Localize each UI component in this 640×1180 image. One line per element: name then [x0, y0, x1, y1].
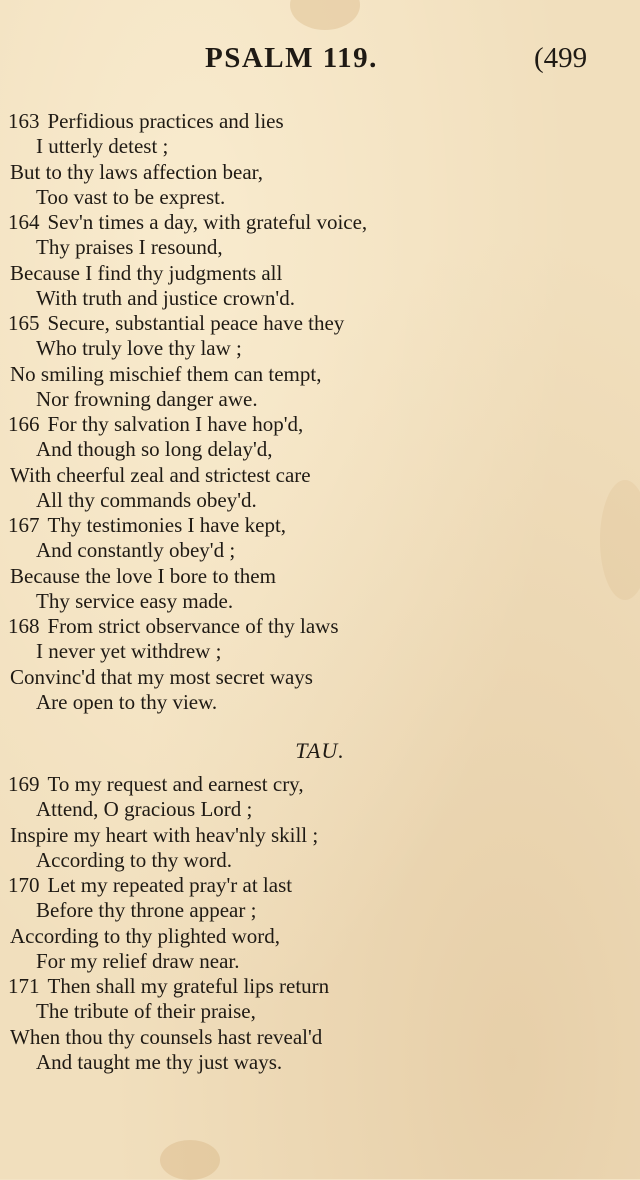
verse-line: Before thy throne appear ; [36, 898, 257, 923]
verse-line: When thou thy counsels hast reveal'd [10, 1024, 323, 1049]
verse-line: Nor frowning danger awe. [36, 386, 258, 411]
stanza-166 [0, 412, 640, 513]
verse-line: And taught me thy just ways. [36, 1049, 283, 1074]
verse-line: The tribute of their praise, [36, 999, 256, 1024]
verse-number: 171 [8, 974, 40, 998]
stanza-170 [0, 873, 640, 974]
verse-text: For thy salvation I have hop'd, [47, 412, 304, 436]
paper-stain [160, 1140, 220, 1180]
verse-text: Sev'n times a day, with grateful voice, [47, 210, 368, 234]
verse-text: Perfidious practices and lies [47, 109, 284, 133]
stanza-165 [0, 311, 640, 412]
stanza-163 [0, 109, 640, 210]
verse-number: 165 [8, 311, 40, 335]
verse-line: And constantly obey'd ; [36, 538, 236, 563]
verse-number: 170 [8, 873, 40, 897]
verse-line: Because the love I bore to them [10, 563, 276, 588]
verse-line [0, 412, 640, 437]
verse-line: Too vast to be exprest. [36, 184, 226, 209]
verse-line: According to thy plighted word, [10, 923, 281, 948]
verse-line: Thy praises I resound, [36, 235, 223, 260]
verse-line: With cheerful zeal and strictest care [10, 462, 311, 487]
verse-text: Let my repeated pray'r at last [47, 873, 293, 897]
verse-number: 163 [8, 109, 40, 133]
verse-line: Are open to thy view. [36, 689, 218, 714]
verse-text: To my request and earnest cry, [47, 772, 304, 796]
verse-number: 164 [8, 210, 40, 234]
verse-line [0, 614, 640, 639]
verse-line: According to thy word. [36, 847, 232, 872]
stanza-169 [0, 772, 640, 873]
verse-line: Convinc'd that my most secret ways [10, 664, 313, 689]
verse-line [0, 311, 640, 336]
verse-line [0, 873, 640, 898]
verse-number: 168 [8, 614, 40, 638]
page-number: (499 [534, 42, 588, 74]
paper-stain [290, 0, 360, 30]
verse-text: From strict observance of thy laws [47, 614, 339, 638]
verse-line [0, 109, 640, 134]
verse-line [0, 772, 640, 797]
verse-line: No smiling mischief them can tempt, [10, 361, 322, 386]
verse-line: All thy commands obey'd. [36, 487, 257, 512]
verse-line [0, 513, 640, 538]
verse-line: I never yet withdrew ; [36, 639, 222, 664]
verse-line [0, 210, 640, 235]
verse-text: Then shall my grateful lips return [47, 974, 330, 998]
verse-line: For my relief draw near. [36, 948, 240, 973]
verse-text: Thy testimonies I have kept, [47, 513, 287, 537]
verse-number: 167 [8, 513, 40, 537]
section-heading: TAU. [295, 738, 345, 763]
stanza-168 [0, 614, 640, 715]
verse-line: But to thy laws affection bear, [10, 159, 264, 184]
stanza-167 [0, 513, 640, 614]
verse-line: And though so long delay'd, [36, 437, 273, 462]
verse-number: 169 [8, 772, 40, 796]
verse-line: With truth and justice crown'd. [36, 285, 295, 310]
verse-line [0, 974, 640, 999]
verse-line: Inspire my heart with heav'nly skill ; [10, 822, 319, 847]
verse-number: 166 [8, 412, 40, 436]
running-head [0, 40, 640, 84]
verse-line: I utterly detest ; [36, 134, 169, 159]
page-title: PSALM 119. [205, 42, 378, 74]
verse-text: Secure, substantial peace have they [47, 311, 345, 335]
verse-line: Thy service easy made. [36, 588, 234, 613]
stanza-171 [0, 974, 640, 1075]
verse-line: Because I find thy judgments all [10, 260, 283, 285]
verse-line: Attend, O gracious Lord ; [36, 797, 253, 822]
stanza-164 [0, 210, 640, 311]
verse-line: Who truly love thy law ; [36, 336, 242, 361]
